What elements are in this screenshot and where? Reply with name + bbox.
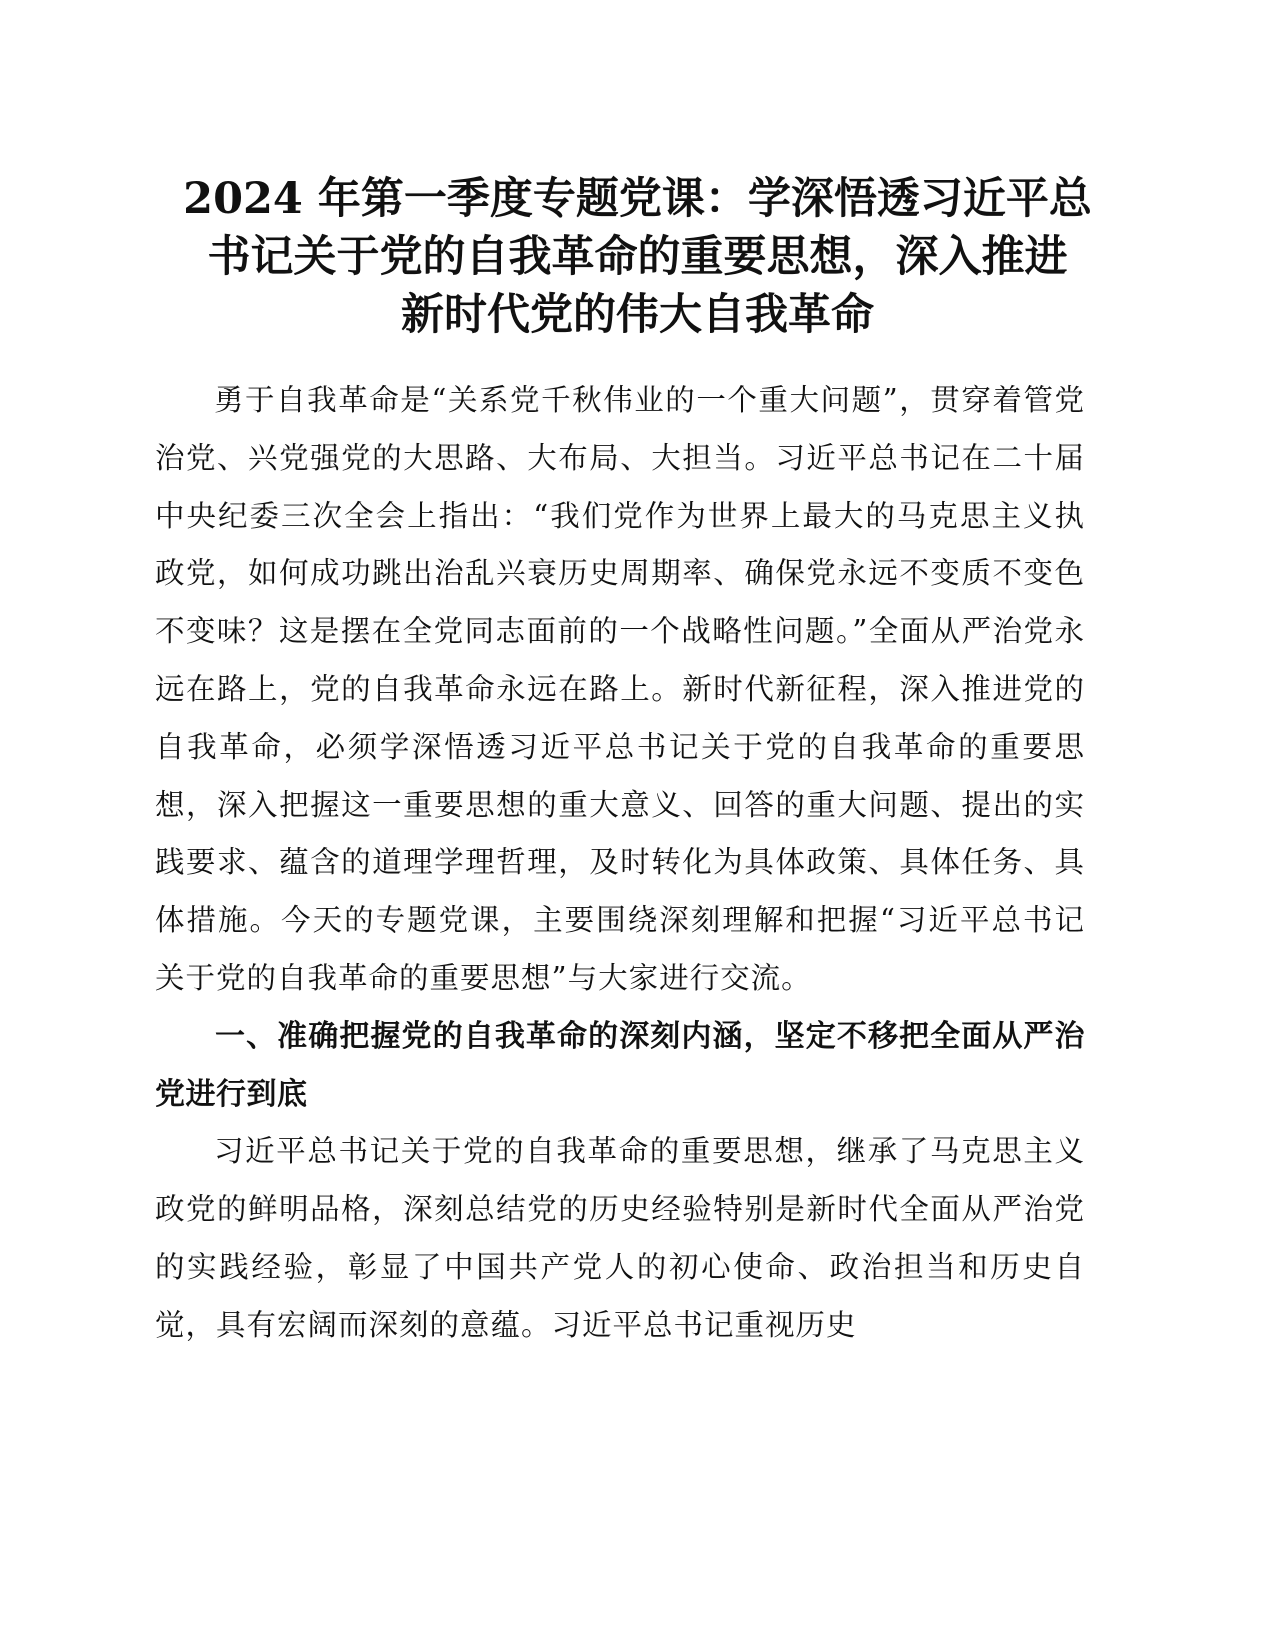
title-line-3: 新时代党的伟大自我革命	[401, 290, 874, 340]
document-title	[150, 170, 1125, 344]
document-body	[155, 372, 1085, 1355]
section-1-heading: 一、准确把握党的自我革命的深刻内涵，坚定不移把全面从严治党进行到底	[155, 1018, 1085, 1112]
intro-paragraph: 勇于自我革命是“关系党千秋伟业的一个重大问题”，贯穿着管党治党、兴党强党的大思路、大布局、大担当。习近平总书记在二十届中央纪委三次全会上指出：“我们党作为世界上最大的马克思主义执政党，如何成功跳出治乱兴衰历史周期率、确保党永远不变质不变色不变味？这是摆在全党同志面前的一个战略性问题。”全面从严治党永远在路上，党的自我革命永远在路上。新时代新征程，深入推进党的自我革命，必须学深悟透习近平总书记关于党的自我革命的重要思想，深入把握这一重要思想的重大意义、回答的重大问题、提出的实践要求、蕴含的道理学理哲理，及时转化为具体政策、具体任务、具体措施。今天的专题党课，主要围绕深刻理解和把握“习近平总书记关于党的自我革命的重要思想”与大家进行交流。	[155, 383, 1085, 995]
section-1-paragraph: 习近平总书记关于党的自我革命的重要思想，继承了马克思主义政党的鲜明品格，深刻总结党的历史经验特别是新时代全面从严治党的实践经验，彰显了中国共产党人的初心使命、政治担当和历史自觉，具有宏阔而深刻的意蕴。习近平总书记重视历史	[155, 1134, 1085, 1342]
title-line-1: 2024 年第一季度专题党课：学深悟透习近平总	[183, 174, 1092, 224]
title-line-2: 书记关于党的自我革命的重要思想，深入推进	[207, 232, 1068, 282]
